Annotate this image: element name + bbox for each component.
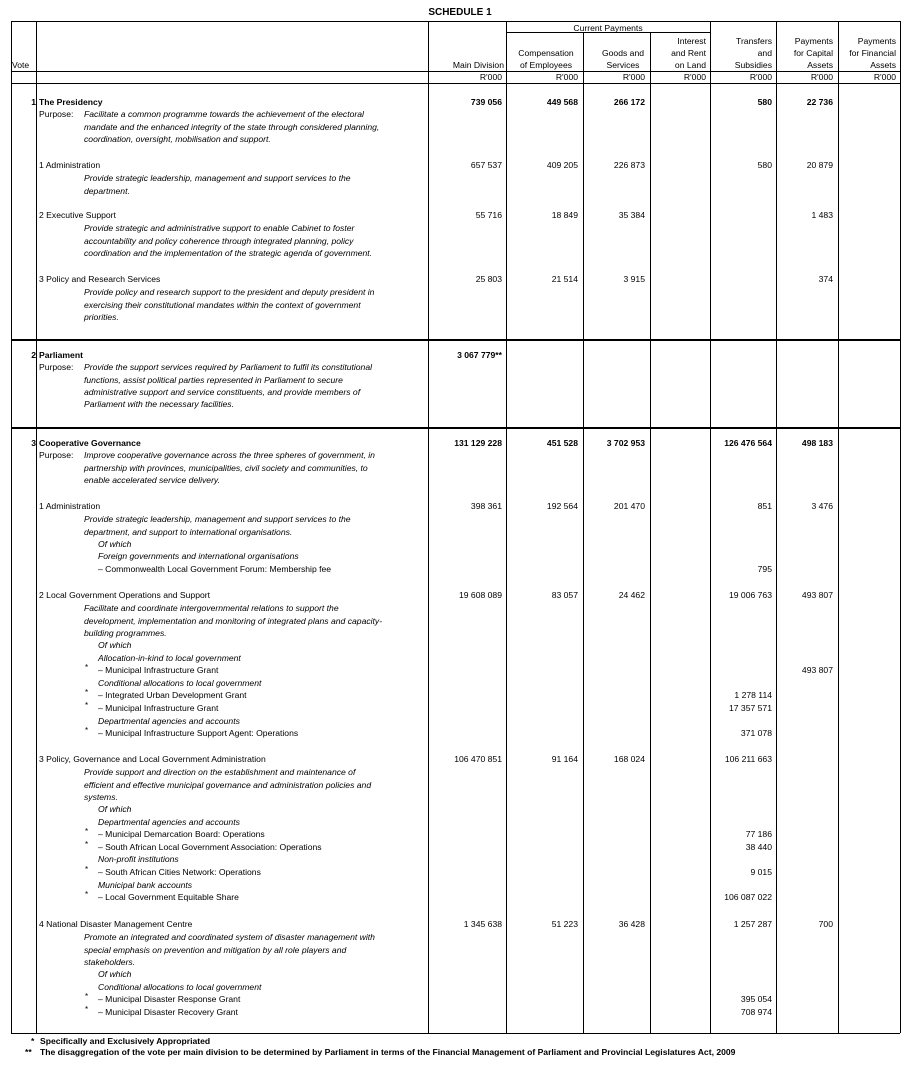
purpose-label: Purpose: [39,362,74,373]
interest-rent-header: and Rent [671,48,706,58]
amount-transfers: 1 257 287 [733,919,772,929]
allocation-item: – Municipal Demarcation Board: Operations [98,829,265,840]
appropriated-marker: * [85,688,89,698]
appropriated-marker: * [85,864,89,874]
amount-transfers: 851 [757,501,772,511]
column-divider [36,21,37,1033]
column-divider [776,21,777,1033]
amount-goods: 3 915 [623,274,645,284]
column-divider [428,21,429,1033]
financial-assets-header: Payments [857,36,896,46]
allocation-item: – Integrated Urban Development Grant [98,690,247,701]
purpose-text: Improve cooperative governance across the three spheres of government, in [84,450,375,461]
of-which-label: Of which [98,804,132,815]
purpose-text: Provide the support services required by Parliament to fulfil its constitutional [84,362,373,373]
allocation-item: – Local Government Equitable Share [98,892,239,903]
division-description: Provide strategic and administrative support to enable Cabinet to foster [84,223,355,234]
amount-capital: 22 736 [806,97,833,107]
appropriated-marker: * [85,992,89,1002]
financial-assets-header: for Financial [849,48,896,58]
allocation-category: Municipal bank accounts [98,879,193,890]
purpose-text: partnership with provinces, municipalities, civil society and communities, to [84,462,368,473]
amount-transfers: 77 186 [745,829,772,840]
amount-capital: 498 183 [801,438,833,448]
amount-transfers: 580 [757,160,772,170]
appropriated-marker: * [85,827,89,837]
purpose-text: mandate and the enhanced integrity of the state through considered planning, [84,121,380,132]
allocation-category: Conditional allocations to local government [98,981,262,992]
division-description: department, and support to international organisations. [84,526,293,537]
amount-capital: 374 [818,274,833,284]
of-which-label: Of which [98,538,132,549]
allocation-category: Foreign governments and international organisations [98,551,299,562]
division-name: 2 Executive Support [39,210,116,220]
division-description: stakeholders. [84,956,136,967]
division-description: exercising their constitutional mandates within the context of government [84,299,361,310]
column-divider [583,32,584,1033]
purpose-label: Purpose: [39,109,74,120]
division-description: coordination and the implementation of the strategic agenda of government. [84,247,373,258]
amount-comp: 192 564 [546,501,578,511]
compensation-header: of Employees [519,60,573,70]
amount-goods: 35 384 [618,210,645,220]
unit-label: R'000 [873,72,896,82]
unit-label: R'000 [683,72,706,82]
appropriated-marker: * [85,663,89,673]
goods-services-header: Services [606,60,640,70]
amount-comp: 449 568 [546,97,578,107]
amount-transfers: 1 278 114 [734,690,772,701]
appropriated-marker: * [85,1004,89,1014]
column-divider [710,21,711,1033]
amount-main: 25 803 [475,274,502,284]
appropriated-marker: * [85,700,89,710]
unit-label: R'000 [622,72,645,82]
interest-rent-header: Interest [677,36,706,46]
unit-label: R'000 [810,72,833,82]
allocation-category: Departmental agencies and accounts [98,715,240,726]
purpose-text: functions, assist political parties represented in Parliament to secure [84,374,343,385]
amount-capital: 20 879 [806,160,833,170]
division-description: Provide strategic leadership, management and support services to the [84,514,351,525]
vote-separator [11,427,900,429]
appropriated-marker: * [85,839,89,849]
amount-transfers: 580 [757,97,772,107]
column-divider [838,21,839,1033]
amount-comp: 18 849 [551,210,578,220]
allocation-item: – Municipal Infrastructure Grant [98,702,219,713]
division-description: development, implementation and monitoring of integrated plans and capacity- [84,615,383,626]
amount-transfers: 126 476 564 [724,438,772,448]
schedule-title: SCHEDULE 1 [428,7,492,18]
division-description: efficient and effective municipal governance and administration policies and [84,779,372,790]
amount-main: 19 608 089 [458,590,502,600]
amount-transfers: 371 078 [740,728,772,739]
amount-transfers: 795 [757,563,772,574]
amount-main: 657 537 [470,160,502,170]
division-name: 3 Policy and Research Services [39,274,161,284]
amount-main: 131 129 228 [454,438,502,448]
allocation-item: – Municipal Disaster Recovery Grant [98,1006,238,1017]
division-name: 4 National Disaster Management Centre [39,919,193,929]
amount-goods: 201 470 [613,501,645,511]
allocation-item: – Municipal Disaster Response Grant [98,994,241,1005]
allocation-category: Departmental agencies and accounts [98,816,240,827]
capital-assets-header: Assets [807,60,833,70]
unit-label: R'000 [749,72,772,82]
table-top-border [11,21,900,22]
of-which-label: Of which [98,640,132,651]
division-description: Promote an integrated and coordinated system of disaster management with [84,932,375,943]
footnote-text: Specifically and Exclusively Appropriated [40,1036,211,1046]
amount-goods: 168 024 [613,754,645,764]
column-divider [506,21,507,1033]
amount-capital: 493 807 [801,665,833,676]
allocation-category: Allocation-in-kind to local government [98,652,241,663]
vote-separator [11,339,900,341]
allocation-category: Conditional allocations to local government [98,677,262,688]
purpose-text: administrative support and service constituents, and provide members of [84,386,361,397]
amount-goods: 24 462 [618,590,645,600]
goods-services-header: Goods and [601,48,645,58]
amount-main: 3 067 779** [457,350,502,360]
capital-assets-header: for Capital [793,48,833,58]
column-divider [11,21,12,1033]
amount-goods: 266 172 [613,97,645,107]
allocation-item: – South African Cities Network: Operations [98,866,261,877]
amount-capital: 1 483 [811,210,833,220]
interest-rent-header: on Land [674,60,706,70]
amount-capital: 3 476 [811,501,833,511]
amount-goods: 36 428 [618,919,645,929]
vote-column-header: Vote [12,60,30,70]
vote-number: 1 [31,97,36,107]
purpose-label: Purpose: [39,450,74,461]
table-bottom-border [11,1033,900,1034]
division-description: priorities. [84,311,119,322]
amount-goods: 3 702 953 [606,438,645,448]
division-description: special emphasis on prevention and mitigation by all role players and [84,944,347,955]
vote-name: Parliament [39,350,83,360]
amount-transfers: 9 015 [750,866,772,877]
unit-row-border [11,83,900,84]
vote-name: The Presidency [39,97,103,107]
amount-comp: 21 514 [551,274,578,284]
compensation-header: Compensation [518,48,574,58]
amount-main: 398 361 [470,501,502,511]
vote-number: 2 [31,350,36,360]
amount-main: 1 345 638 [463,919,502,929]
column-divider [900,21,901,1033]
division-name: 1 Administration [39,501,101,511]
purpose-text: enable accelerated service delivery. [84,474,220,485]
amount-main: 55 716 [475,210,502,220]
amount-comp: 409 205 [546,160,578,170]
division-description: building programmes. [84,627,167,638]
of-which-label: Of which [98,969,132,980]
main-division-header: Main Division [452,60,504,70]
division-description: Provide strategic leadership, management and support services to the [84,173,351,184]
footnote-marker: * [31,1036,35,1046]
purpose-text: coordination, oversight, mobilisation and support. [84,133,271,144]
transfers-subsidies-header: Subsidies [734,60,772,70]
amount-transfers: 38 440 [745,841,772,852]
division-description: department. [84,185,130,196]
division-description: systems. [84,791,118,802]
transfers-subsidies-header: Transfers [736,36,772,46]
amount-comp: 91 164 [551,754,578,764]
amount-main: 106 470 851 [454,754,502,764]
unit-label: R'000 [479,72,502,82]
amount-comp: 83 057 [551,590,578,600]
division-name: 3 Policy, Governance and Local Government Administration [39,754,266,764]
amount-capital: 493 807 [801,590,833,600]
allocation-item: – South African Local Government Association: Operations [98,841,322,852]
amount-transfers: 708 974 [740,1006,772,1017]
amount-main: 739 056 [470,97,502,107]
allocation-category: Non-profit institutions [98,854,179,865]
division-description: Facilitate and coordinate intergovernmental relations to support the [84,603,339,614]
division-name: 1 Administration [39,160,101,170]
division-description: Provide support and direction on the establishment and maintenance of [84,767,356,778]
allocation-item: – Municipal Infrastructure Support Agent: Operations [98,728,299,739]
allocation-item: – Municipal Infrastructure Grant [98,665,219,676]
column-divider [650,32,651,1033]
amount-transfers: 106 087 022 [724,892,772,903]
amount-transfers: 395 054 [740,994,772,1005]
transfers-subsidies-header: and [757,48,772,58]
vote-number: 3 [31,438,36,448]
division-description: Provide policy and research support to the president and deputy president in [84,287,375,298]
allocation-item: – Commonwealth Local Government Forum: Membership fee [98,563,332,574]
amount-transfers: 17 357 571 [728,702,772,713]
amount-transfers: 106 211 663 [724,754,772,764]
footnote-text: The disaggregation of the vote per main division to be determined by Parliament in terms of the Financial Management of Parliament and Provincial Legislatures Act, 2009 [40,1047,736,1057]
appropriated-marker: * [85,890,89,900]
unit-label: R'000 [555,72,578,82]
amount-capital: 700 [818,919,833,929]
capital-assets-header: Payments [794,36,833,46]
division-name: 2 Local Government Operations and Support [39,590,211,600]
current-payments-header: Current Payments [573,23,643,33]
purpose-text: Facilitate a common programme towards the achievement of the electoral [84,109,364,120]
appropriated-marker: * [85,726,89,736]
footnote-marker: ** [25,1047,32,1057]
amount-transfers: 19 006 763 [728,590,772,600]
purpose-text: Parliament with the necessary facilities. [84,399,234,410]
amount-comp: 451 528 [546,438,578,448]
financial-assets-header: Assets [870,60,896,70]
amount-goods: 226 873 [613,160,645,170]
division-description: accountability and policy coherence through integrated planning, policy [84,235,354,246]
amount-comp: 51 223 [551,919,578,929]
vote-name: Cooperative Governance [39,438,141,448]
